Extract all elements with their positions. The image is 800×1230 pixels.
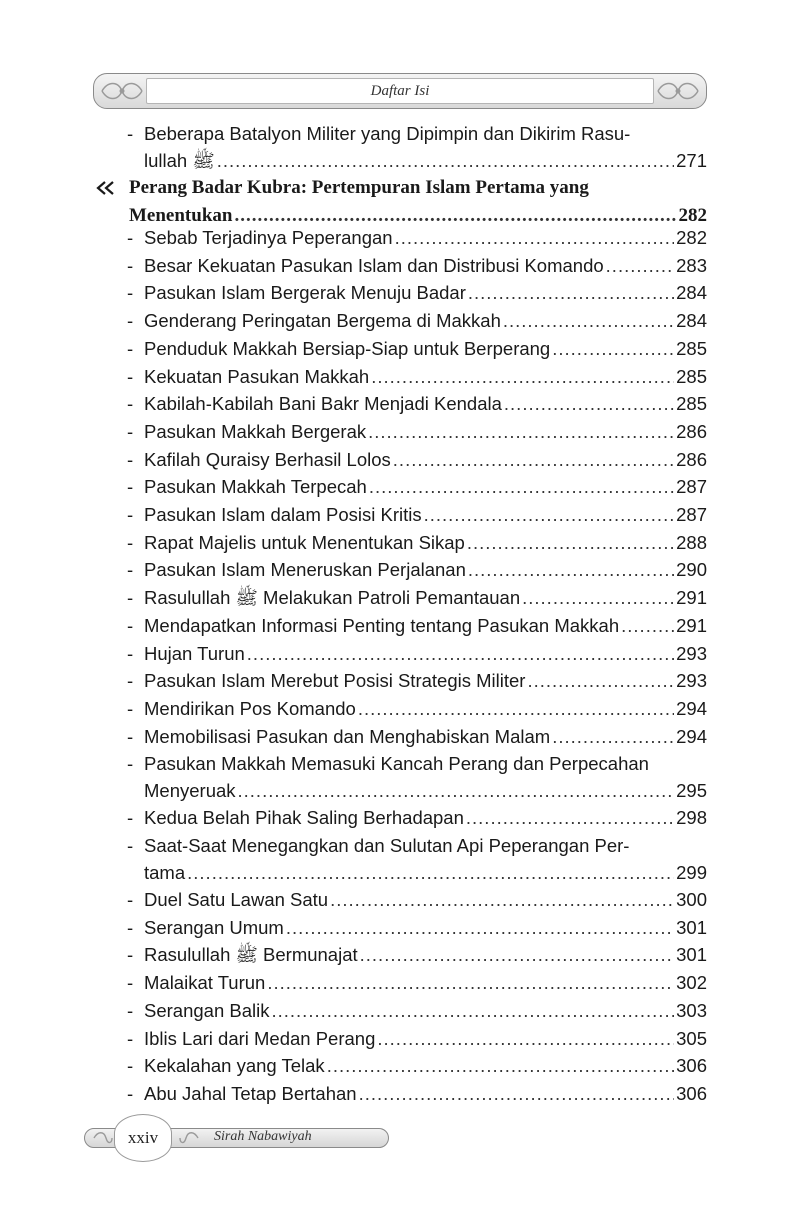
- toc-entry[interactable]: - Beberapa Batalyon Militer yang Dipimpin dan Dikirim Rasu- lullah ﷺ ..... 271: [127, 120, 707, 174]
- toc-page-number: 299: [676, 862, 707, 883]
- double-chevron-left-icon: [95, 174, 117, 202]
- leader-dots: [522, 584, 674, 611]
- toc-page-number: 294: [676, 725, 707, 747]
- toc-entry-text: tama: [144, 862, 186, 883]
- leader-dots: [187, 859, 674, 886]
- leader-dots: [552, 723, 674, 750]
- toc-entry-text: Penduduk Makkah Bersiap-Siap untuk Berperang: [144, 337, 551, 359]
- toc-entry-text: Memobilisasi Pasukan dan Menghabiskan Malam: [144, 725, 551, 747]
- toc-page-number: 286: [676, 448, 707, 470]
- leader-dots: [247, 640, 674, 667]
- toc-page-number: 286: [676, 420, 707, 442]
- ornament-icon: [178, 1129, 200, 1147]
- toc-entry-text: Pasukan Makkah Bergerak: [144, 420, 367, 442]
- toc-page-number: 285: [676, 365, 707, 387]
- toc-entry-text: Beberapa Batalyon Militer yang Dipimpin dan Dikirim Rasu-: [144, 123, 631, 144]
- toc-entry-text: Menyeruak: [144, 780, 236, 801]
- toc-entry-text: Serangan Umum: [144, 916, 284, 938]
- toc-page-number: 290: [676, 559, 707, 581]
- toc-page-number: 287: [676, 476, 707, 498]
- leader-dots: [369, 473, 674, 500]
- page-number: xxiv: [127, 1128, 159, 1147]
- toc-entry-text: Genderang Peringatan Bergema di Makkah: [144, 310, 501, 332]
- toc-entry-text: Iblis Lari dari Medan Perang: [144, 1027, 376, 1049]
- leader-dots: [238, 777, 675, 804]
- toc-entry-text: Hujan Turun: [144, 642, 245, 664]
- leader-dots: [371, 363, 674, 390]
- toc-entry-text: lullah ﷺ: [144, 150, 215, 171]
- toc-page-number: 298: [676, 807, 707, 828]
- ornament-icon: [98, 77, 146, 105]
- toc-entry[interactable]: - Saat-Saat Menegangkan dan Sulutan Api Peperangan Per- tama ..... 299: [127, 832, 707, 886]
- toc-entry-text: Rasulullah ﷺ Melakukan Patroli Pemantauan: [144, 587, 521, 609]
- leader-dots: [467, 529, 674, 556]
- leader-dots: [271, 997, 674, 1024]
- toc-page-number: 285: [676, 337, 707, 359]
- toc-entry-text: Besar Kekuatan Pasukan Islam dan Distribusi Komando: [144, 254, 604, 276]
- leader-dots: [424, 501, 675, 528]
- toc-entry-text: Mendapatkan Informasi Penting tentang Pasukan Makkah: [144, 614, 620, 636]
- leader-dots: [552, 335, 674, 362]
- ornament-icon: [654, 77, 702, 105]
- toc-entry-text: Kafilah Quraisy Berhasil Lolos: [144, 448, 391, 470]
- chapter-title: Menentukan: [129, 205, 233, 226]
- leader-dots: [377, 1025, 674, 1052]
- toc-entry-text: Kabilah-Kabilah Bani Bakr Menjadi Kendala: [144, 393, 502, 415]
- toc-page-number: 283: [676, 254, 707, 276]
- leader-dots: [468, 279, 674, 306]
- toc-page-number: 293: [676, 670, 707, 692]
- toc-page-number: 293: [676, 642, 707, 664]
- leader-dots: [286, 914, 674, 941]
- toc-page-number: 287: [676, 504, 707, 525]
- toc-page-number: 291: [676, 587, 707, 609]
- toc-entry-text: Kedua Belah Pihak Saling Berhadapan: [144, 807, 464, 828]
- toc-page-number: 285: [676, 393, 707, 415]
- leader-dots: [330, 886, 674, 913]
- toc-page-number: 300: [676, 889, 707, 910]
- toc-page-number: 291: [676, 614, 707, 636]
- running-footer: [84, 1126, 389, 1150]
- toc-page-number: 306: [676, 1082, 707, 1104]
- toc-entry[interactable]: - Pasukan Makkah Memasuki Kancah Perang dan Perpecahan Menyeruak ..... 295: [127, 750, 707, 804]
- header-title-box: [146, 78, 654, 104]
- running-header: [93, 73, 707, 109]
- toc-entry-text: Sebab Terjadinya Peperangan: [144, 227, 393, 248]
- toc-entry-text: Pasukan Islam Bergerak Menuju Badar: [144, 282, 466, 304]
- toc-entry-text: Abu Jahal Tetap Bertahan: [144, 1082, 357, 1104]
- leader-dots: [368, 418, 674, 445]
- toc-entry-text: Serangan Balik: [144, 999, 270, 1021]
- toc-entry-text: Pasukan Islam Meneruskan Perjalanan: [144, 559, 466, 581]
- book-title: Sirah Nabawiyah: [214, 1129, 312, 1144]
- toc-page-number: 271: [676, 150, 707, 171]
- toc-page-number: 303: [676, 999, 707, 1021]
- leader-dots: [468, 556, 674, 583]
- leader-dots: [360, 941, 674, 968]
- toc-page-number: 305: [676, 1027, 707, 1049]
- toc-entry-text: Duel Satu Lawan Satu: [144, 889, 329, 910]
- chapter-title: Perang Badar Kubra: Pertempuran Islam Pertama yang: [129, 177, 589, 198]
- leader-dots: [606, 252, 674, 279]
- page-number-badge: [114, 1114, 172, 1162]
- leader-dots: [395, 224, 675, 251]
- toc-page-number: 295: [676, 780, 707, 801]
- toc-entry-text: Kekuatan Pasukan Makkah: [144, 365, 370, 387]
- leader-dots: [358, 695, 674, 722]
- toc-entry-text: Pasukan Makkah Terpecah: [144, 476, 367, 498]
- leader-dots: [393, 446, 674, 473]
- leader-dots: [621, 612, 674, 639]
- toc-page-number: 282: [676, 227, 707, 248]
- toc-entry-text: Rapat Majelis untuk Menentukan Sikap: [144, 531, 465, 553]
- toc-page-number: 301: [676, 944, 707, 966]
- toc-entry-text: Malaikat Turun: [144, 972, 266, 994]
- ornament-icon: [92, 1129, 114, 1147]
- leader-dots: [217, 147, 674, 174]
- toc-page-number: 282: [678, 205, 707, 226]
- leader-dots: [466, 804, 674, 831]
- toc-chapter-heading[interactable]: [95, 174, 707, 230]
- toc-entry-text: Saat-Saat Menegangkan dan Sulutan Api Peperangan Per-: [144, 835, 630, 856]
- toc-entry-text: Mendirikan Pos Komando: [144, 697, 356, 719]
- leader-dots: [504, 390, 674, 417]
- toc-page-number: 284: [676, 282, 707, 304]
- toc-page-number: 294: [676, 697, 707, 719]
- toc-entry-text: Pasukan Islam dalam Posisi Kritis: [144, 504, 422, 525]
- leader-dots: [267, 969, 674, 996]
- leader-dots: [527, 667, 674, 694]
- toc-page-number: 284: [676, 310, 707, 332]
- toc-entry-text: Pasukan Makkah Memasuki Kancah Perang dan Perpecahan: [144, 753, 649, 774]
- toc-page-number: 306: [676, 1055, 707, 1077]
- toc-entry-text: Kekalahan yang Telak: [144, 1055, 325, 1077]
- leader-dots: [503, 307, 674, 334]
- toc-entry-text: Rasulullah ﷺ Bermunajat: [144, 944, 358, 966]
- toc-page-number: 302: [676, 972, 707, 994]
- toc-entry-text: Pasukan Islam Merebut Posisi Strategis Militer: [144, 670, 526, 692]
- leader-dots: [327, 1052, 674, 1079]
- toc-page-number: 288: [676, 531, 707, 553]
- header-title: Daftar Isi: [370, 82, 430, 99]
- leader-dots: [359, 1080, 675, 1107]
- toc-page-number: 301: [676, 916, 707, 938]
